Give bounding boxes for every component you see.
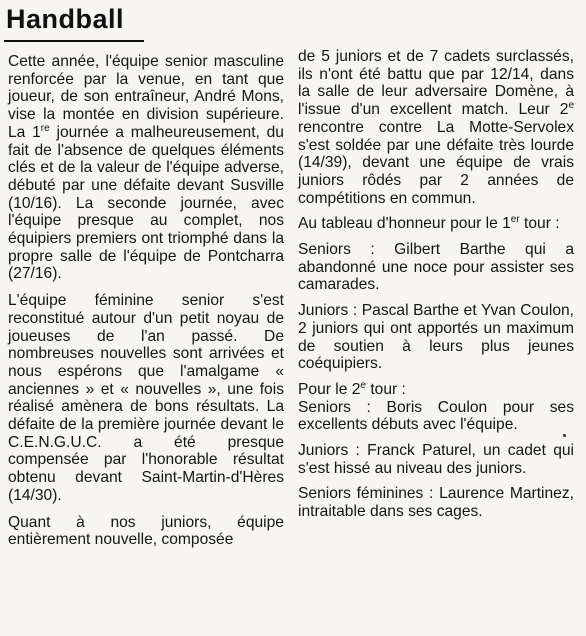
superscript: e [568, 100, 574, 112]
superscript: re [40, 122, 50, 134]
paragraph-seniors-feminines: Seniors féminines : Laurence Martinez, intraitable dans ses cages. [298, 485, 574, 521]
paragraph-juniors-continued [298, 48, 574, 207]
article-title: Handball [6, 4, 125, 34]
paragraph-juniors-start: Quant à nos juniors, équipe entièrement nouvelle, composée [8, 513, 284, 549]
paragraph-juniors-paturel: Juniors : Franck Paturel, un cadet qui s'est hissé au niveau des juniors. [298, 442, 574, 477]
text-run: tour : [519, 215, 560, 233]
right-column [298, 48, 574, 529]
text-run: de 5 juniors et de 7 cadets surclassés, ils n'ont été battu que par 12/14, dans la salle de leur adversaire Domène, à l'issue d'un excellent match. Leur 2 [298, 48, 574, 119]
text-run: journée a malheureusement, du fait de l'absence de quelques éléments clés et de la valeur de l'équipe adverse, débuté par une défaite devant Susville (10/16). La seconde journée, avec l'équipe presque au complet, nos équipiers premiers ont triomphé dans la propre salle de l'équipe de Pontcharra (27/16). [8, 123, 284, 283]
paragraph-seniors-coulon: Seniors : Boris Coulon pour ses excellents débuts avec l'équipe. [298, 398, 574, 434]
paragraph-juniors-barthe-coulon: Juniors : Pascal Barthe et Yvan Coulon, 2 juniors qui ont apportés un maximum de soutien à leurs plus jeunes coéquipiers. [298, 302, 574, 373]
left-column [8, 53, 284, 558]
print-speck [563, 434, 566, 437]
text-run: Pour le 2 [298, 380, 361, 398]
text-run: tour : [365, 380, 406, 398]
title-underline [4, 40, 144, 42]
superscript: er [510, 214, 520, 226]
superscript: e [360, 379, 366, 391]
paragraph-seniors-barthe: Seniors : Gilbert Barthe qui a abandonné une noce pour assister ses camarades. [298, 241, 574, 294]
text-run: rencontre contre La Motte-Servolex s'est soldée par une défaite très lourde (14/39), devant une équipe de vrais juniors rôdés par 2 années de compétitions en commun. [298, 118, 574, 207]
paragraph-honor-roll-first-round [298, 215, 574, 233]
paragraph-senior-feminine: L'équipe féminine senior s'est reconstitué autour d'un petit noyau de joueuses de l'an passé. De nombreuses nouvelles sont arrivées et nous espérons que l'amalgame « anciennes » et « nouvelles », une fois réalisé amènera de bons résultats. La défaite de la première journée devant le C.E.N.G.U.C. a été presque compensée par l'honorable résultat obtenu devant Saint-Martin-d'Hères (14/30). [8, 292, 284, 504]
text-run: Cette année, l'équipe senior masculine renforcée par la venue, en tant que joueur, de son entraîneur, André Mons, vise la montée en division supérieure. La 1 [8, 53, 284, 141]
paragraph-senior-masculine [8, 53, 284, 283]
text-run: Au tableau d'honneur pour le 1 [298, 215, 511, 233]
paragraph-second-round [298, 381, 574, 399]
